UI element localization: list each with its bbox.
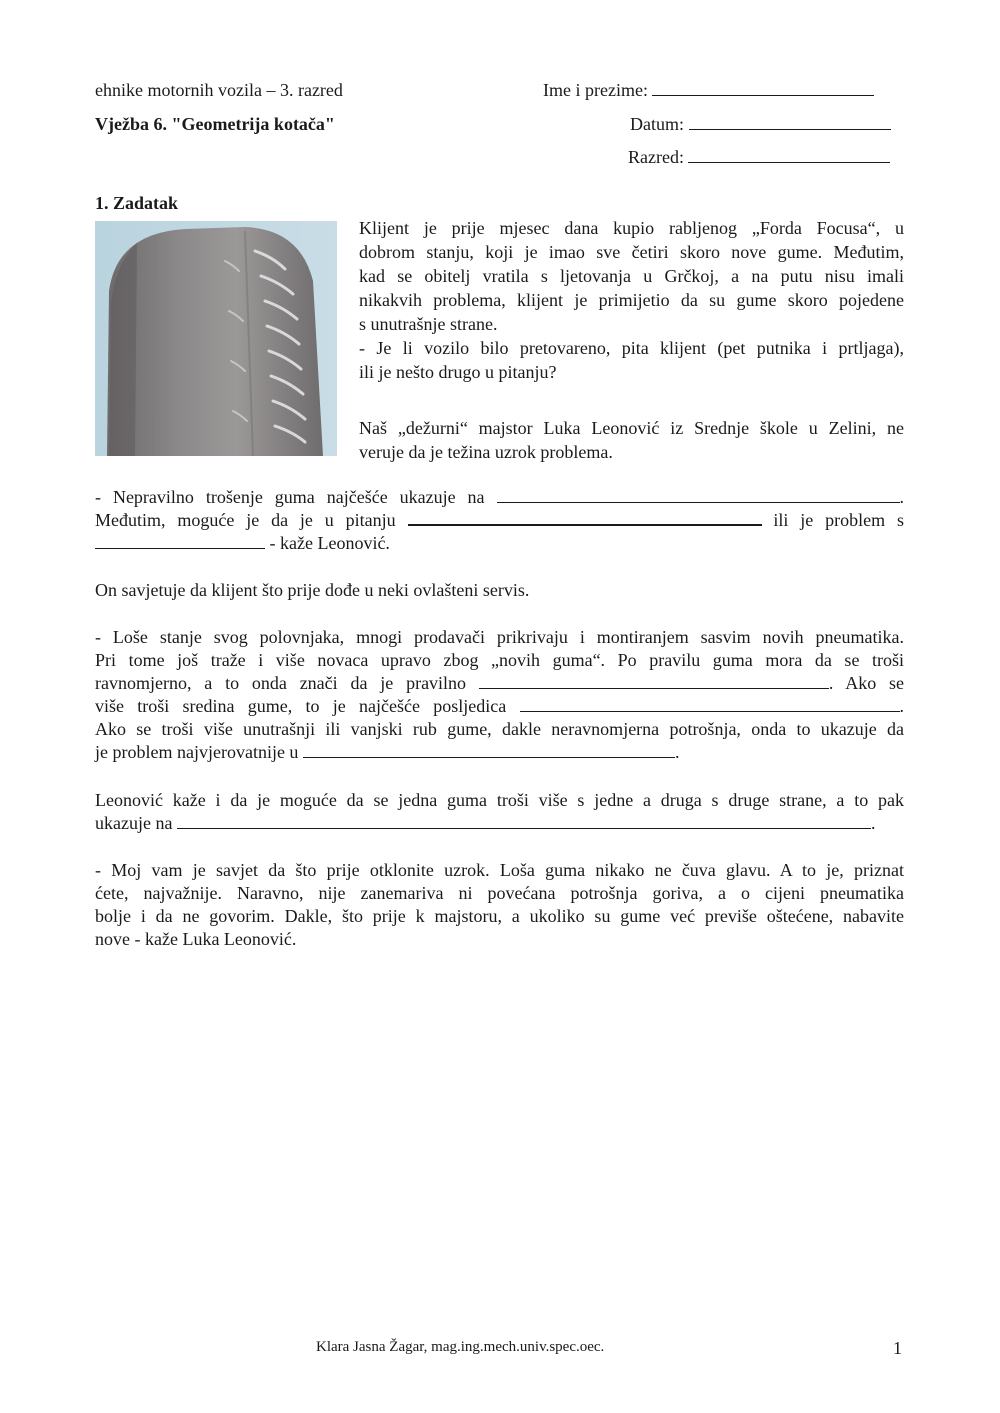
p4-line-2: ukazuje na . xyxy=(95,813,876,833)
paragraph-2: On savjetuje da klijent što prije dođe u neki ovlašteni servis. xyxy=(95,580,530,600)
exercise-title: Vježba 6. "Geometrija kotača" xyxy=(95,114,335,134)
paragraph-4 xyxy=(95,789,904,835)
blank-irregular-wear[interactable] xyxy=(497,487,900,503)
paragraph-5 xyxy=(95,859,904,951)
name-blank[interactable] xyxy=(652,80,874,96)
intro-line: Klijent je prije mjesec dana kupio rabljenog „Forda Focusa“, u xyxy=(359,218,904,238)
p1-line-3: - kaže Leonović. xyxy=(95,532,904,555)
blank-indicates[interactable] xyxy=(177,813,871,829)
intro-line: nikakvih problema, klijent je primijetio da su gume skoro pojedene xyxy=(359,290,904,310)
intro-line: s unutrašnje strane. xyxy=(359,314,498,334)
p3-line-4: više troši sredina gume, to je najčešće posljedica . xyxy=(95,696,904,716)
date-field-row xyxy=(630,113,891,136)
p5-line: nove - kaže Luka Leonović. xyxy=(95,929,297,949)
p3-line-3: ravnomjerno, a to onda znači da je pravilno . Ako se xyxy=(95,673,904,693)
intro-line: ili je nešto drugo u pitanju? xyxy=(359,362,557,382)
footer-author: Klara Jasna Žagar, mag.ing.mech.univ.spec.oec. xyxy=(316,1339,605,1355)
intro-line: - Je li vozilo bilo pretovareno, pita klijent (pet putnika i prtljaga), xyxy=(359,338,904,358)
mechanic-line: Naš „dežurni“ majstor Luka Leonović iz Srednje škole u Zelini, ne xyxy=(359,418,904,438)
mechanic-intro xyxy=(359,417,904,465)
class-field-row xyxy=(628,146,890,169)
task-heading: 1. Zadatak xyxy=(95,193,179,213)
class-blank[interactable] xyxy=(688,147,890,163)
date-blank[interactable] xyxy=(689,114,891,130)
p5-line: ćete, najvažnije. Naravno, nije zanemariva ni povećana potrošnja goriva, a o cijeni pneumatika xyxy=(95,883,904,903)
course-label: ehnike motornih vozila – 3. razred xyxy=(95,80,343,100)
paragraph-1 xyxy=(95,486,904,555)
blank-in-question[interactable] xyxy=(408,509,762,526)
tire-icon xyxy=(95,221,337,456)
class-label: Razred: xyxy=(628,147,684,167)
p3-line-6: je problem najvjerovatnije u . xyxy=(95,742,680,762)
page-number: 1 xyxy=(893,1338,902,1358)
date-label: Datum: xyxy=(630,114,684,134)
p4-line-1: Leonović kaže i da je moguće da se jedna guma troši više s jedne a druga s druge strane, a to pak xyxy=(95,790,904,810)
blank-problem-with[interactable] xyxy=(95,533,265,549)
intro-line: kad se obitelj vratila s ljetovanja u Grčkoj, a na putu nisu imali xyxy=(359,266,904,286)
intro-line: dobrom stanju, koji je imao sve četiri skoro nove gume. Međutim, xyxy=(359,242,904,262)
p3-line-5: Ako se troši više unutrašnji ili vanjski rub gume, dakle neravnomjerna potrošnja, onda to ukazuje da xyxy=(95,719,904,739)
blank-consequence[interactable] xyxy=(520,696,900,712)
name-label: Ime i prezime: xyxy=(543,80,648,100)
paragraph-3 xyxy=(95,626,904,764)
p3-line-1: - Loše stanje svog polovnjaka, mnogi prodavači prikrivaju i montiranjem sasvim novih pneumatika. xyxy=(95,627,904,647)
p3-line-2: Pri tome još traže i više novaca upravo zbog „novih guma“. Po pravilu guma mora da se troši xyxy=(95,650,904,670)
p5-line: - Moj vam je savjet da što prije otklonite uzrok. Loša guma nikako ne čuva glavu. A to je, priznat xyxy=(95,860,904,880)
blank-problem-in[interactable] xyxy=(303,742,675,758)
mechanic-line: veruje da je težina uzrok problema. xyxy=(359,442,613,462)
p5-line: bolje i da ne govorim. Dakle, što prije k majstoru, a ukoliko su gume već previše oštećene, nabavite xyxy=(95,906,904,926)
p1-line-1: - Nepravilno trošenje guma najčešće ukazuje na . xyxy=(95,487,904,507)
task-intro xyxy=(359,217,904,385)
name-field-row xyxy=(543,79,874,102)
blank-correct[interactable] xyxy=(479,673,829,689)
p1-line-2: Međutim, moguće je da je u pitanju ili je problem s xyxy=(95,510,904,530)
tire-photo xyxy=(95,221,337,456)
